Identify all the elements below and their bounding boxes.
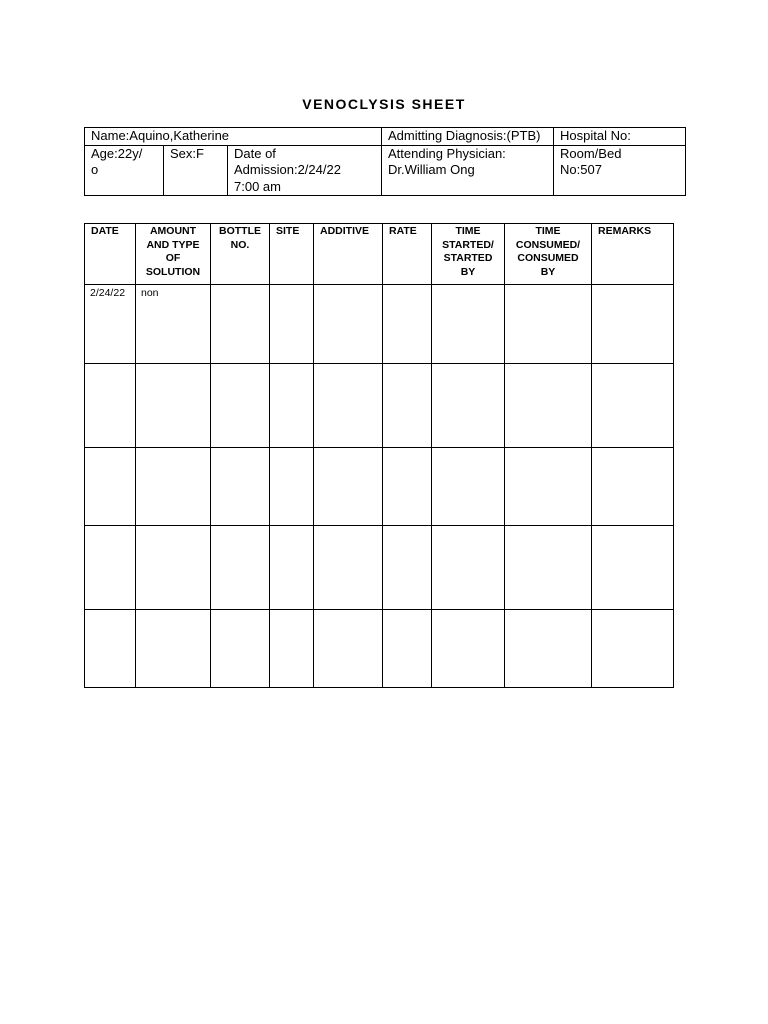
table-cell [505, 526, 592, 610]
column-header-line: BY [460, 265, 476, 278]
column-header-line: BY [540, 265, 556, 278]
table-cell [211, 448, 270, 526]
table-cell [211, 610, 270, 688]
patient-name [85, 128, 382, 146]
table-cell [136, 448, 211, 526]
table-cell: 2/24/22 [85, 285, 136, 364]
table-row [85, 285, 674, 364]
column-header-line: AMOUNT [149, 225, 197, 237]
column-header-line: ADDITIVE [320, 225, 370, 237]
table-cell [270, 610, 314, 688]
table-row [85, 610, 674, 688]
column-header-line: TIME [455, 225, 481, 237]
table-cell [270, 526, 314, 610]
column-header-line: CONSUMED/ [515, 238, 581, 251]
table-cell [592, 448, 674, 526]
table-cell [314, 448, 383, 526]
admission-line2: Admission:2/24/22 [234, 162, 341, 177]
physician-line2: Dr.William Ong [388, 162, 475, 177]
table-cell [136, 610, 211, 688]
patient-sex-text: Sex:F [170, 145, 204, 161]
table-cell [432, 285, 505, 364]
physician-line1: Attending Physician: [388, 145, 506, 161]
column-header [270, 224, 314, 285]
table-cell [85, 448, 136, 526]
page-title: VENOCLYSIS SHEET [302, 96, 466, 112]
table-cell [211, 364, 270, 448]
table-cell [85, 610, 136, 688]
table-cell [592, 610, 674, 688]
table-cell [270, 364, 314, 448]
admitting-diagnosis [382, 128, 554, 146]
log-header-row [85, 224, 674, 285]
column-header-line: NO. [230, 238, 250, 251]
table-cell [432, 610, 505, 688]
column-header-line: STARTED [443, 252, 493, 264]
patient-age-line2: o [91, 162, 99, 177]
column-header-line: SITE [276, 225, 300, 237]
table-cell [505, 610, 592, 688]
column-header [314, 224, 383, 285]
table-cell [592, 285, 674, 364]
room-line1: Room/Bed [560, 145, 622, 161]
table-row [85, 448, 674, 526]
table-cell [211, 526, 270, 610]
column-header [592, 224, 674, 285]
table-cell [432, 364, 505, 448]
table-row [85, 526, 674, 610]
table-cell [85, 526, 136, 610]
column-header-line: STARTED/ [442, 238, 494, 251]
table-cell [136, 364, 211, 448]
table-cell [505, 448, 592, 526]
table-cell [270, 448, 314, 526]
venoclysis-log-table [84, 223, 674, 688]
admission-date [228, 145, 382, 196]
room-line2: No:507 [560, 162, 602, 177]
room-bed [554, 145, 686, 196]
table-cell [136, 526, 211, 610]
table-cell [314, 364, 383, 448]
column-header [211, 224, 270, 285]
patient-age-line1: Age:22y/ [91, 145, 143, 161]
column-header-line: DATE [91, 225, 119, 237]
table-cell [383, 526, 432, 610]
column-header-line: AND TYPE [146, 238, 200, 251]
log-body [85, 285, 674, 688]
table-cell [432, 526, 505, 610]
table-cell: non [136, 285, 211, 364]
hospital-no-text: Hospital No: [560, 128, 631, 143]
table-cell [592, 526, 674, 610]
patient-sex [164, 145, 228, 196]
table-cell [270, 285, 314, 364]
column-header [136, 224, 211, 285]
column-header-line: CONSUMED [517, 252, 579, 264]
column-header [505, 224, 592, 285]
table-cell [314, 285, 383, 364]
table-cell [85, 364, 136, 448]
table-cell [383, 610, 432, 688]
table-cell [592, 364, 674, 448]
table-cell [383, 448, 432, 526]
table-cell [383, 364, 432, 448]
column-header-line: BOTTLE [219, 225, 261, 237]
patient-info-table [84, 127, 686, 196]
table-cell [505, 364, 592, 448]
column-header-line: RATE [389, 225, 417, 237]
admission-line3: 7:00 am [234, 178, 281, 194]
admission-line1: Date of [234, 145, 276, 161]
table-cell [505, 285, 592, 364]
admitting-diagnosis-text: Admitting Diagnosis:(PTB) [388, 128, 541, 143]
hospital-no [554, 128, 686, 146]
column-header-line: TIME [535, 225, 561, 237]
table-cell [211, 285, 270, 364]
table-cell [432, 448, 505, 526]
table-cell [314, 526, 383, 610]
table-row [85, 364, 674, 448]
table-cell [314, 610, 383, 688]
table-cell [383, 285, 432, 364]
patient-age [85, 145, 164, 196]
column-header [383, 224, 432, 285]
attending-physician [382, 145, 554, 196]
column-header-line: OF [165, 252, 181, 264]
column-header [85, 224, 136, 285]
column-header-line: SOLUTION [145, 265, 201, 278]
column-header-line: REMARKS [598, 225, 652, 237]
patient-name-text: Name:Aquino,Katherine [91, 128, 230, 143]
column-header [432, 224, 505, 285]
